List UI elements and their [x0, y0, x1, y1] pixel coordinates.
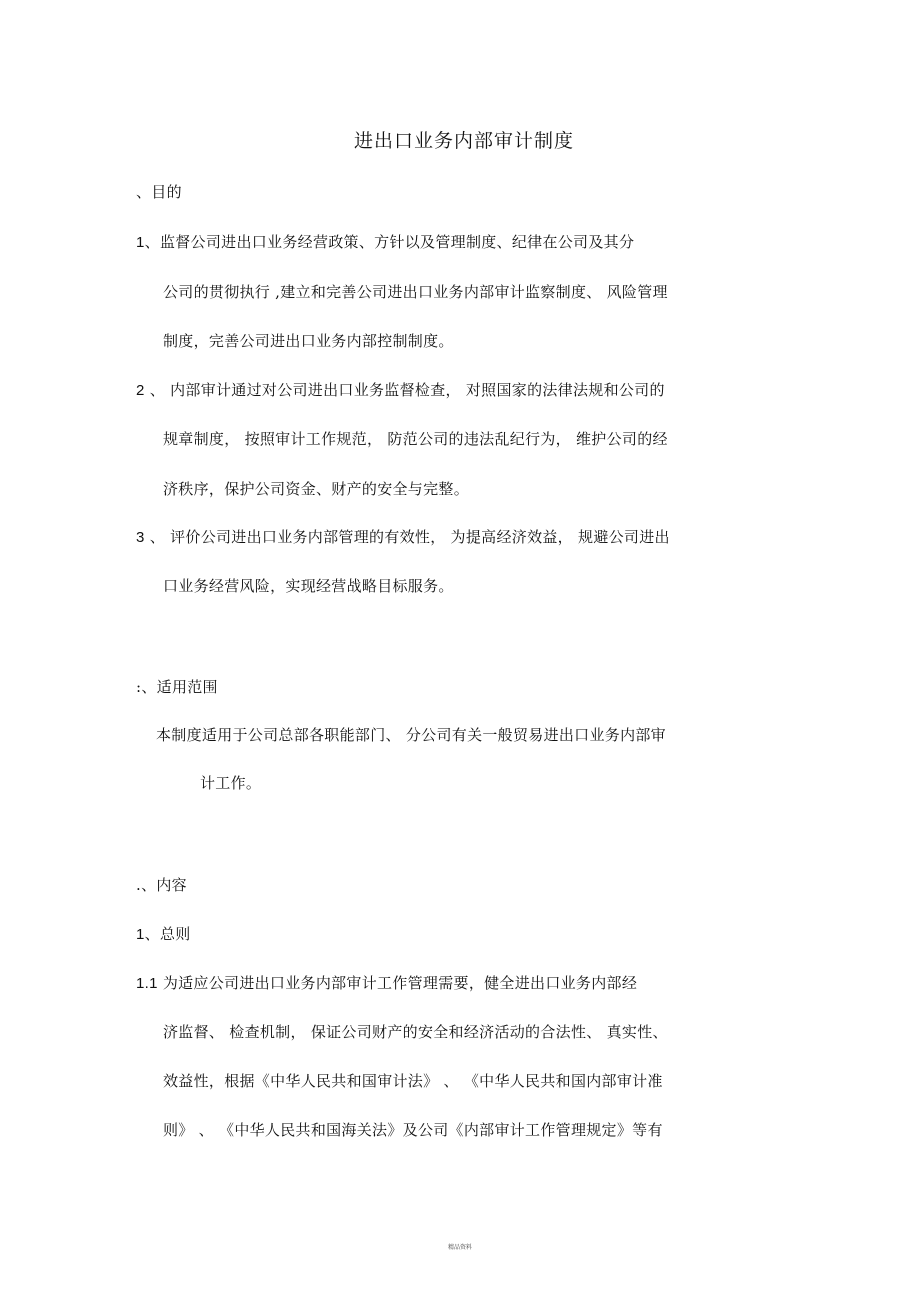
- paragraph-line: [136, 973, 637, 994]
- item-number: 3: [136, 529, 145, 546]
- paragraph-line: 济秩序，保护公司资金、财产的安全与完整。: [163, 480, 470, 498]
- paragraph-text: 、 内部审计通过对公司进出口业务监督检查， 对照国家的法律法规和公司的: [144, 381, 665, 399]
- section-heading-scope: :、适用范围: [136, 678, 218, 696]
- section-heading-content: .、内容: [136, 876, 187, 894]
- item-number: 1: [136, 926, 145, 943]
- paragraph-line: 济监督、 检查机制， 保证公司财产的安全和经济活动的合法性、 真实性、: [163, 1023, 668, 1041]
- item-number: 1.1: [136, 975, 158, 992]
- paragraph-line: [136, 380, 665, 401]
- page-footer: 精品资料: [447, 1244, 472, 1251]
- item-number: 1: [136, 234, 145, 251]
- paragraph-line: 制度，完善公司进出口业务内部控制制度。: [163, 332, 454, 350]
- paragraph-text: 、监督公司进出口业务经营政策、方针以及管理制度、纪律在公司及其分: [144, 233, 635, 251]
- subsection-heading-text: 、总则: [144, 925, 191, 943]
- paragraph-line: 公司的贯彻执行 ,建立和完善公司进出口业务内部审计监察制度、 风险管理: [163, 283, 668, 301]
- paragraph-line: 则》 、 《中华人民共和国海关法》及公司《内部审计工作管理规定》等有: [163, 1121, 663, 1139]
- paragraph-line: 效益性，根据《中华人民共和国审计法》 、 《中华人民共和国内部审计准: [163, 1072, 663, 1090]
- item-number: 2: [136, 382, 145, 399]
- paragraph-text: 为适应公司进出口业务内部审计工作管理需要，健全进出口业务内部经: [157, 974, 638, 992]
- paragraph-line: [136, 527, 670, 548]
- section-heading-purpose: 、目的: [136, 183, 182, 201]
- paragraph-text: 、 评价公司进出口业务内部管理的有效性， 为提高经济效益， 规避公司进出: [144, 528, 670, 546]
- paragraph-line: 计工作。: [200, 774, 262, 792]
- paragraph-line: 口业务经营风险，实现经营战略目标服务。: [163, 577, 454, 595]
- paragraph-line: 规章制度， 按照审计工作规范， 防范公司的违法乱纪行为， 维护公司的经: [163, 430, 668, 448]
- paragraph-line: 本制度适用于公司总部各职能部门、 分公司有关一般贸易进出口业务内部审: [156, 726, 666, 744]
- document-title: 进出口业务内部审计制度: [353, 130, 574, 152]
- subsection-heading: [136, 924, 191, 945]
- paragraph-line: [136, 232, 634, 253]
